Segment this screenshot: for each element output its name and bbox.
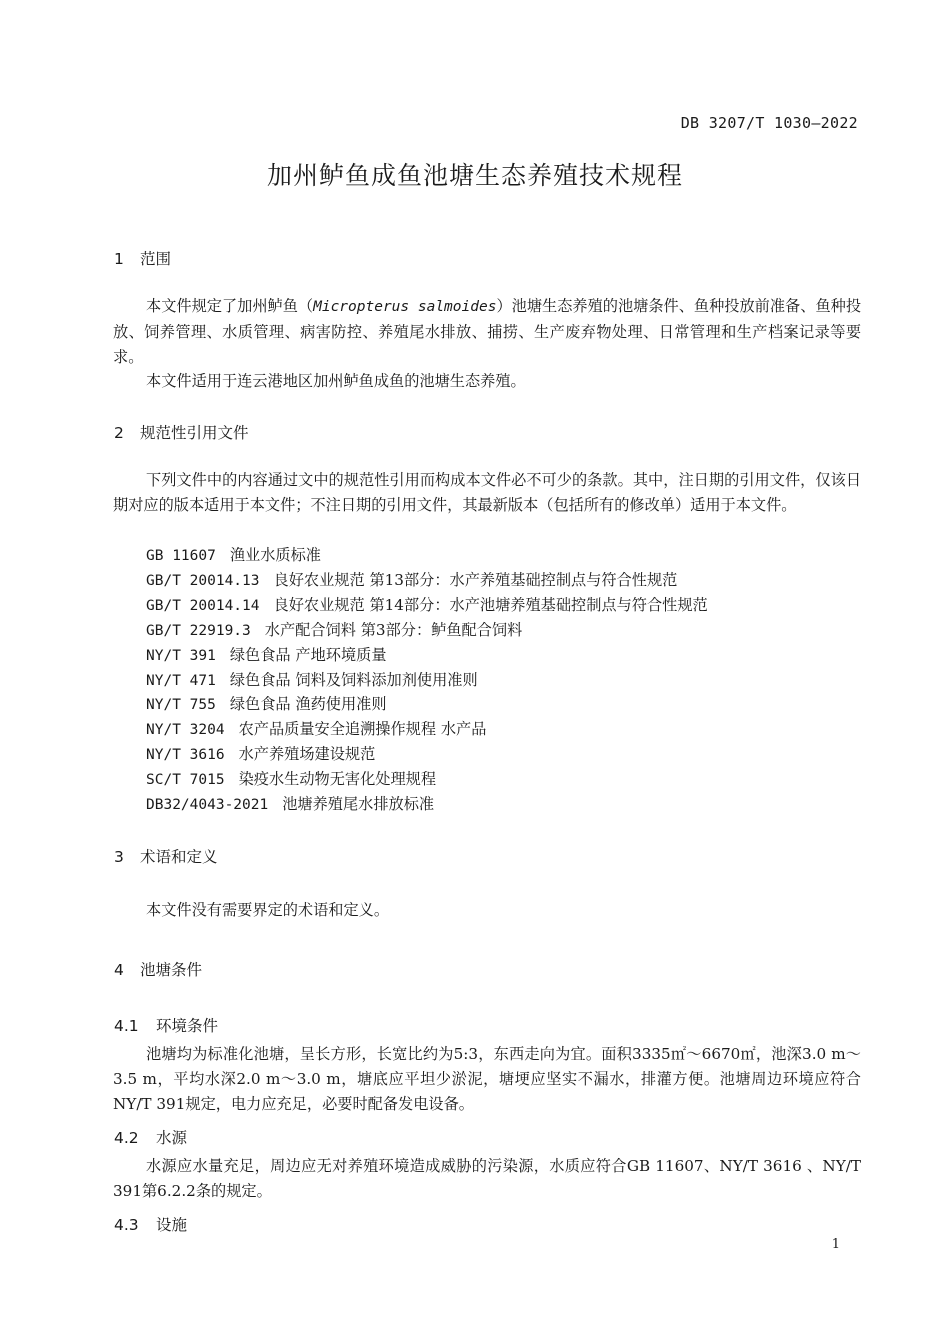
reference-code: NY/T 3204	[146, 722, 225, 739]
section-title: 规范性引用文件	[140, 424, 249, 442]
reference-code: DB32/4043-2021	[146, 797, 269, 813]
section-title: 范围	[140, 250, 172, 268]
reference-title: 染疫水生动物无害化处理规程	[238, 770, 437, 789]
reference-code: NY/T 3616	[146, 747, 225, 764]
reference-code: SC/T 7015	[146, 772, 225, 789]
section-title: 池塘条件	[140, 961, 203, 979]
reference-title: 水产配合饲料 第3部分：鲈鱼配合饲料	[264, 620, 523, 639]
reference-title: 农产品质量安全追溯操作规程 水产品	[238, 720, 487, 739]
section-4-heading	[114, 958, 202, 980]
section-number: 4	[114, 961, 124, 979]
reference-title: 绿色食品 饲料及饲料添加剂使用准则	[229, 670, 478, 689]
reference-item	[146, 618, 522, 644]
section-title: 环境条件	[156, 1017, 219, 1035]
reference-code: NY/T 471	[146, 672, 216, 689]
text-span: ）池塘生态养殖的池塘条件、鱼种投放前准备、鱼种投放、饲养管理、水质管理、病害防控、养殖尾水排放、捕捞、生产废弃物处理、日常管理和生产档案记录等要求。	[113, 297, 862, 366]
section-2-heading	[114, 421, 249, 443]
section-number: 1	[114, 250, 124, 268]
section-number: 4.1	[114, 1017, 139, 1035]
reference-item	[146, 668, 478, 694]
reference-code: GB/T 20014.14	[146, 597, 260, 614]
section-4-2-paragraph: 水源应水量充足，周边应无对养殖环境造成威胁的污染源，水质应符合GB 11607、NY/T 3616 、NY/T 391第6.2.2条的规定。	[113, 1157, 861, 1200]
section-title: 术语和定义	[140, 848, 218, 866]
section-4-2-heading	[114, 1126, 187, 1148]
reference-title: 池塘养殖尾水排放标准	[282, 795, 435, 813]
reference-code: NY/T 755	[146, 697, 216, 714]
section-4-3-heading	[114, 1213, 187, 1235]
reference-code: NY/T 391	[146, 647, 216, 664]
section-3-heading	[114, 845, 218, 867]
page-number: 1	[831, 1237, 840, 1252]
section-number: 4.2	[114, 1129, 139, 1147]
reference-code: GB/T 22919.3	[146, 622, 251, 639]
reference-title: 水产养殖场建设规范	[238, 745, 376, 764]
reference-title: 渔业水质标准	[229, 546, 321, 564]
reference-item	[146, 543, 321, 569]
section-3-paragraph-1: 本文件没有需要界定的术语和定义。	[146, 901, 389, 919]
section-number: 2	[114, 424, 124, 442]
section-title: 设施	[156, 1216, 188, 1234]
section-title: 水源	[156, 1129, 188, 1147]
section-2-paragraph-1: 下列文件中的内容通过文中的规范性引用而构成本文件必不可少的条款。其中，注日期的引用文件，仅该日期对应的版本适用于本文件；不注日期的引用文件，其最新版本（包括所有的修改单）适用于本文件。	[113, 471, 861, 514]
section-number: 4.3	[114, 1216, 139, 1234]
reference-item	[146, 792, 434, 818]
reference-code: GB 11607	[146, 548, 216, 564]
section-number: 3	[114, 848, 124, 866]
reference-item	[146, 767, 436, 793]
document-title: 加州鲈鱼成鱼池塘生态养殖技术规程	[266, 161, 683, 190]
section-4-1-heading	[114, 1014, 218, 1036]
section-1-heading	[114, 247, 171, 269]
reference-item	[146, 692, 387, 718]
latin-name: Micropterus salmoides	[313, 299, 497, 315]
reference-item	[146, 742, 375, 768]
reference-item	[146, 593, 708, 619]
reference-title: 绿色食品 渔药使用准则	[229, 695, 387, 714]
reference-title: 良好农业规范 第13部分：水产养殖基础控制点与符合性规范	[273, 570, 678, 589]
reference-title: 绿色食品 产地环境质量	[229, 645, 387, 664]
reference-code: GB/T 20014.13	[146, 572, 260, 589]
document-number: DB 3207/T 1030—2022	[680, 114, 858, 132]
reference-item	[146, 643, 387, 669]
reference-item	[146, 717, 486, 743]
text-span: 本文件规定了加州鲈鱼（	[146, 297, 314, 315]
reference-title: 良好农业规范 第14部分：水产池塘养殖基础控制点与符合性规范	[273, 595, 708, 614]
section-4-1-paragraph: 池塘均为标准化池塘，呈长方形，长宽比约为5:3，东西走向为宜。面积3335㎡～6670㎡，池深3.0 m～3.5 m，平均水深2.0 m～3.0 m，塘底应平坦少淤泥，塘埂应坚实不漏水，排灌方便。池塘周边环境应符合NY/T 391规定，电力应充足，必要时配备发电设备。	[113, 1045, 861, 1113]
section-1-paragraph-1	[113, 294, 861, 370]
reference-item	[146, 568, 677, 594]
section-1-paragraph-2: 本文件适用于连云港地区加州鲈鱼成鱼的池塘生态养殖。	[146, 372, 526, 390]
